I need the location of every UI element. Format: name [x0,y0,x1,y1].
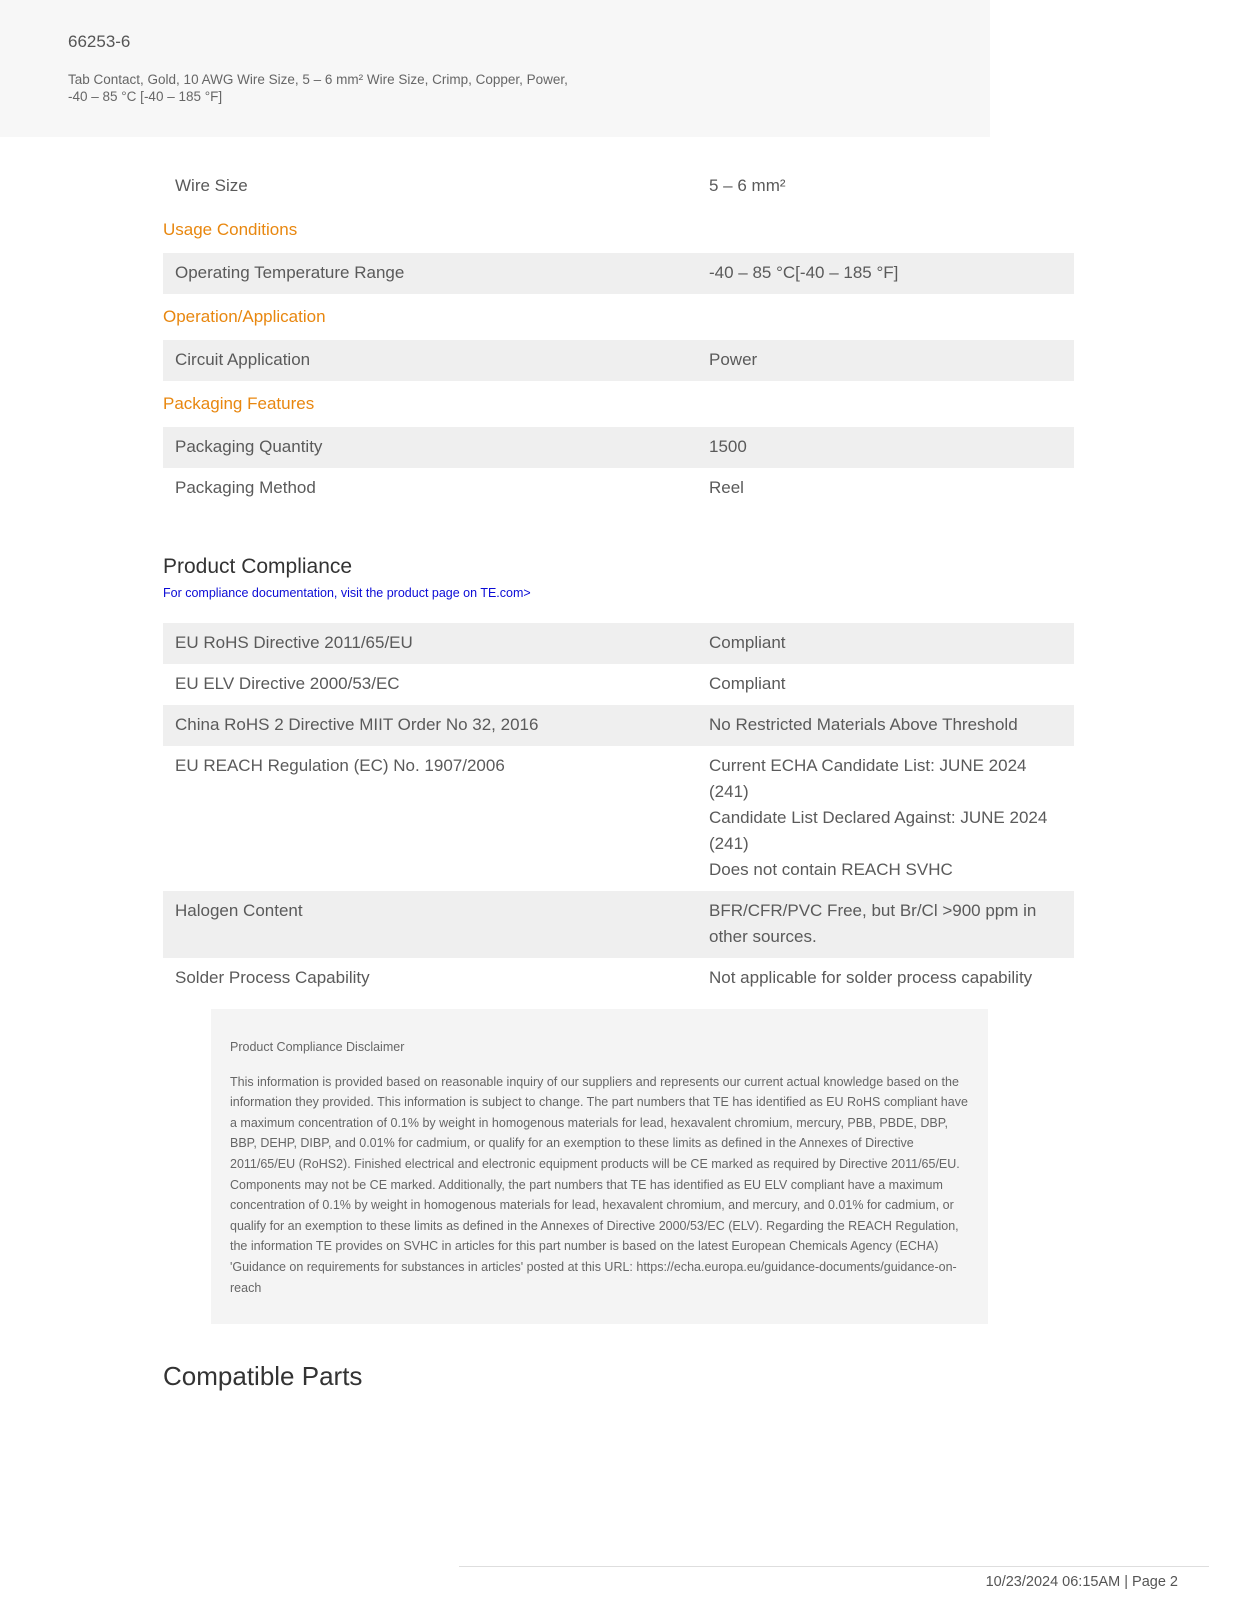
spec-row-packaging-method [163,468,1074,509]
header-panel [0,0,990,137]
spec-label: Packaging Method [175,478,316,497]
compliance-label: EU ELV Directive 2000/53/EC [175,674,400,693]
compliance-value [698,958,1074,999]
compliance-title: Product Compliance [163,555,353,578]
spec-value: Reel [709,478,744,497]
compliance-label: Solder Process Capability [175,968,370,987]
spec-value: 1500 [709,437,747,456]
compliance-value [698,664,1074,705]
compliance-label: EU RoHS Directive 2011/65/EU [175,633,413,652]
disclaimer-body: This information is provided based on reasonable inquiry of our suppliers and represents our current actual knowledge based on the information they provided. This information is subject to change. The part numbers that TE has identified as EU RoHS compliant have a maximum concentration of 0.1% by weight in homogenous materials for lead, hexavalent chromium, mercury, PBB, PBDE, DBP, BBP, DEHP, DIBP, and 0.01% for cadmium, or qualify for an exemption to these limits as defined in the Annexes of Directive 2011/65/EU (RoHS2). Finished electrical and electronic equipment products will be CE marked as required by Directive 2011/65/EU. Components may not be CE marked. Additionally, the part numbers that TE has identified as EU ELV compliant have a maximum concentration of 0.1% by weight in homogenous materials for lead, hexavalent chromium, and mercury, and 0.01% for cadmium, or qualify for an exemption to these limits as defined in the Annexes of Directive 2000/53/EC (ELV). Regarding the REACH Regulation, the information TE provides on SVHC in articles for this part number is based on the latest European Chemicals Agency (ECHA) 'Guidance on requirements for substances in articles' posted at this URL: https://echa.europa.eu/guidance-documents/guidance-on-reach [230,1074,968,1295]
compliance-row-halogen-content [163,891,1074,958]
compliance-value-line: BFR/CFR/PVC Free, but Br/Cl >900 ppm in other sources. [709,901,1037,946]
section-title-packaging-features: Packaging Features [163,394,315,413]
compliance-label: China RoHS 2 Directive MIIT Order No 32, 2016 [175,715,539,734]
part-description [68,71,628,105]
compliance-value-line: Compliant [709,633,786,652]
spec-row-wire-size [163,166,1074,207]
compliance-value [698,623,1074,664]
compliance-value-line: Compliant [709,674,786,693]
disclaimer-title: Product Compliance Disclaimer [230,1040,405,1054]
compliance-value-line: Candidate List Declared Against: JUNE 2024 (241) [709,808,1048,853]
part-number: 66253-6 [68,32,131,51]
compliance-row-china-rohs [163,705,1074,746]
spec-row-packaging-quantity [163,427,1074,468]
section-title-usage-conditions: Usage Conditions [163,220,298,239]
compliance-row-eu-elv [163,664,1074,705]
compliance-value-line: Does not contain REACH SVHC [709,860,953,879]
description-line: Tab Contact, Gold, 10 AWG Wire Size, 5 – 6 mm² Wire Size, Crimp, Copper, Power, [68,72,568,87]
spec-label: Packaging Quantity [175,437,323,456]
compliance-row-eu-rohs [163,623,1074,664]
compliance-label: Halogen Content [175,901,303,920]
spec-value: 5 – 6 mm² [709,176,786,195]
spec-row-operating-temperature [163,253,1074,294]
spec-content [163,166,1074,1392]
compliance-value [698,891,1074,958]
spec-value: -40 – 85 °C[-40 – 185 °F] [709,263,899,282]
compatible-parts-title: Compatible Parts [163,1361,363,1392]
spec-row-circuit-application [163,340,1074,381]
spec-value: Power [709,350,758,369]
spec-label: Circuit Application [175,350,311,369]
compliance-value-line: Not applicable for solder process capability [709,968,1033,987]
spec-label: Operating Temperature Range [175,263,405,282]
footer-timestamp-page: 10/23/2024 06:15AM | Page 2 [985,1574,1178,1590]
compliance-value [698,705,1074,746]
spec-label: Wire Size [175,176,248,195]
compliance-row-solder-process [163,958,1074,999]
compliance-disclaimer-box [211,1009,988,1324]
compliance-value-line: No Restricted Materials Above Threshold [709,715,1018,734]
footer-divider [459,1566,1209,1567]
description-line: -40 – 85 °C [-40 – 185 °F] [68,89,223,104]
compliance-row-eu-reach [163,746,1074,891]
compliance-label: EU REACH Regulation (EC) No. 1907/2006 [175,756,505,775]
compliance-value [698,746,1074,891]
compliance-value-line: Current ECHA Candidate List: JUNE 2024 (241) [709,756,1027,801]
compliance-documentation-link[interactable]: For compliance documentation, visit the product page on TE.com> [163,586,531,600]
section-title-operation-application: Operation/Application [163,307,326,326]
